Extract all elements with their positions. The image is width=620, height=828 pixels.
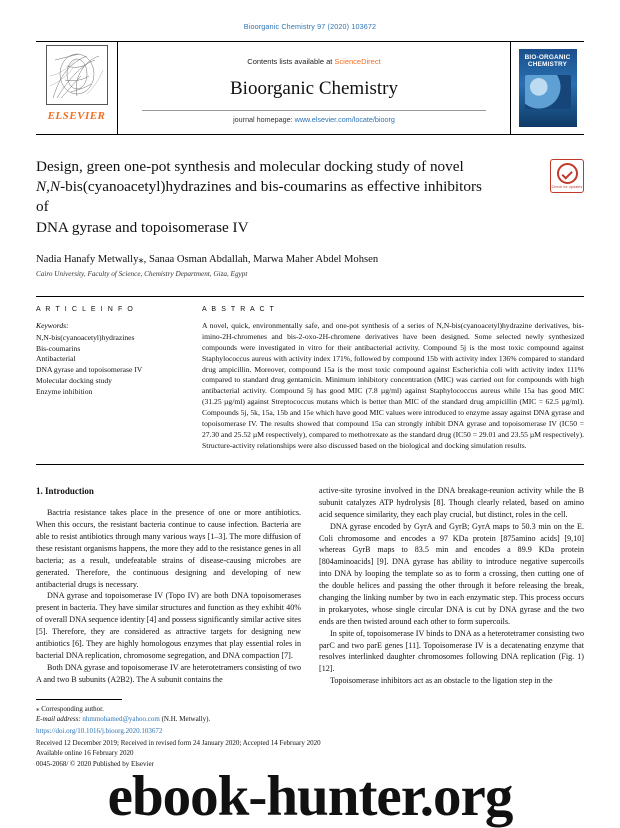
body-column-left: [36, 485, 301, 687]
article-info-heading: A R T I C L E I N F O: [36, 305, 135, 313]
copyright-line: 0045-2068/ © 2020 Published by Elsevier: [36, 759, 154, 768]
homepage-prefix: journal homepage:: [233, 114, 295, 124]
keyword-item: Molecular docking study: [36, 376, 112, 385]
contents-available-line: [247, 57, 380, 66]
email-link[interactable]: nhmmohamed@yahoo.com: [82, 714, 160, 723]
sciencedirect-link[interactable]: ScienceDirect: [334, 56, 381, 66]
keyword-item: Antibacterial: [36, 354, 76, 364]
email-label: E-mail address:: [36, 714, 81, 723]
watermark-text: ebook-hunter.org: [107, 765, 513, 828]
received-history: Received 12 December 2019; Received in revised form 24 January 2020; Accepted 14 February 2020: [36, 738, 321, 747]
affiliation: Cairo University, Faculty of Science, Chemistry Department, Giza, Egypt: [36, 269, 248, 278]
available-online: Available online 16 February 2020: [36, 749, 134, 757]
email-note: [36, 714, 301, 724]
section-heading-introduction: 1. Introduction: [36, 485, 94, 496]
article-footer: [36, 726, 456, 769]
homepage-link[interactable]: www.elsevier.com/locate/bioorg: [294, 114, 395, 124]
keywords-list: [36, 333, 178, 398]
abstract-heading: A B S T R A C T: [202, 305, 276, 313]
corresponding-author-note: ⁎ Corresponding author.: [36, 704, 104, 713]
crossmark-badge[interactable]: [550, 159, 584, 193]
elsevier-wordmark: ELSEVIER: [47, 110, 106, 122]
publisher-block: [36, 42, 118, 134]
cover-artwork: [525, 75, 571, 109]
elsevier-tree-icon: [46, 45, 108, 105]
body-columns: [36, 485, 584, 687]
paragraph: active-site tyrosine involved in the DNA breakage-reunion activity while the B subunit catalyzes ATP hydrolysis [8]. Though clearly related, based on amino acid sequence similarity, they each play crucial, but distinct, roles in the cell.: [319, 485, 584, 519]
article-info-column: [36, 306, 190, 452]
crossmark-label: Check for updates: [551, 185, 583, 190]
journal-cover-image: [519, 49, 577, 127]
keywords-label: Keywords:: [36, 320, 69, 330]
title-line-1: Design, green one-pot synthesis and molecular docking study of novel: [36, 158, 464, 175]
cover-title: BIO-ORGANIC CHEMISTRY: [524, 54, 571, 69]
keyword-item: Enzyme inhibition: [36, 386, 93, 396]
paragraph: DNA gyrase and topoisomerase IV (Topo IV) are both DNA topoisomerases present in bacteria. They have similar structures and function as they exhibit 40% of overall DNA sequence identity [4] and possess significantly similar active sites [5]. Therefore, they are considered as attractive targets for designing new antibiotics [6]. They are highly homologous enzymes that play essential roles in bacterial DNA replication, chromosome segregation, and DNA compaction [7].: [36, 591, 302, 660]
title-line-2-rest: -bis(cyanoacetyl)hydrazines and bis-coumarins as effective inhibitors of: [36, 178, 482, 216]
title-line-2-italic: N,N: [36, 178, 61, 196]
info-abstract-section: [36, 296, 584, 465]
paragraph: Bactria resistance takes place in the presence of one or more antibiotics. When this occurs, the resistant bacteria continue to cause infection. Bacteria are able to resist antibiotics through many various ways [1–3]. The more diffusion of these resistant organisms happens, the more they add to the resistance genes in all bacteria; as a result, undefeatable strains of disease-causing microbes are generated. Therefore, the continuous designing and developing of new antibacterial drugs is necessary.: [36, 508, 301, 589]
doi-link[interactable]: https://doi.org/10.1016/j.bioorg.2020.103672: [36, 727, 163, 735]
email-suffix: (N.H. Metwally).: [159, 714, 211, 723]
journal-reference: Bioorganic Chemistry 97 (2020) 103672: [243, 22, 377, 31]
journal-masthead: [36, 41, 584, 135]
journal-cover-block: [510, 42, 584, 134]
footnote-divider: [36, 699, 122, 700]
body-column-right: [319, 485, 584, 687]
journal-title: Bioorganic Chemistry: [230, 77, 398, 99]
page-title: [36, 157, 488, 238]
abstract-text: A novel, quick, environmentally safe, and one-pot synthesis of a series of N,N-bis(cyanoacetyl)hydrazine derivatives, bis-imino-2H-chromenes and bis-2-oxo-2H-chromene derivatives have been designed. Some selected newly synthesized compounds were investigated in vitro for their antibacterial activity. Compound 5j is the most toxic compound against Staphylococcus aureus with activity index 171%, followed by compound 15b with activity index 136% compared to standard drug ampicillin. Moreover, compound 15a is the most toxic compound against Escherichia coli with activity index 111% compared to standard drug gentamicin. Minimum inhibitory concentration (MIC) was carried out for compounds with high antibacterial activity. Compound 5j has good MIC (7.8 µg/ml) against Staphylococcus aureus while 15a has good MIC (31.25 µg/ml) against Streptococcus mutans which is better than MIC of the standard drug ampicillin (MIC = 62.5 µg/ml). Compounds 5j, 5k, 15a, 15b and 15e which have good MIC values were introduced to enzyme assay against DNA gyrase and topoisomerase IV. The results showed that compound 15a can strongly inhibit DNA gyrase and topoisomerase IV (IC50 = 27.30 and 25.52 µM respectively), compared to methotrexate as the standard drug (IC50 = 29.01 and 23.55 µM respectively). Structure-activity relationships were also discussed based on the biological and docking simulation results.: [202, 320, 584, 451]
journal-center-block: [118, 42, 510, 134]
keyword-item: Bis-coumarins: [36, 343, 81, 353]
paragraph: In spite of, topoisomerase IV binds to DNA as a heterotetramer consisting two parC and two parE genes [11]. Topoisomerase IV is a decatenating enzyme that resolves interlinked daughter chromosomes following DNA replication (Fig. 1) [12].: [319, 628, 584, 674]
title-block: [36, 157, 584, 278]
keyword-item: DNA gyrase and topoisomerase IV: [36, 365, 143, 375]
paragraph: Both DNA gyrase and topoisomerase IV are heterotetramers consisting of two A and two B subunits (A2B2). The A subunit contains the: [36, 662, 301, 684]
paragraph: Topoisomerase inhibitors act as an obstacle to the ligation step in the: [330, 676, 553, 686]
title-line-3: DNA gyrase and topoisomerase IV: [36, 218, 249, 236]
abstract-column: [190, 306, 584, 452]
paragraph: DNA gyrase encoded by GyrA and GyrB; GyrA maps to 50.3 min on the E. Coli chromosome and encodes a 97 KDa protein [875amino acids] [9,10] whereas GyrB maps to 83.5 min and encodes a 89.9 KDa protein [804aminoacids] [9]. DNA gyrase has ability to introduce negative supercoils into DNA by looping the template so as to form a crossing, then cutting one of the double helices and passing the other through it before releasing the break, changing the linking number by two in each enzymatic step. This process occurs in prokaryotes, whose single circular DNA is cut by DNA gyrase and the two ends are then twisted around each other to form supercoils.: [319, 521, 584, 626]
author-list: Nadia Hanafy Metwally⁎, Sanaa Osman Abdallah, Marwa Maher Abdel Mohsen: [36, 253, 379, 265]
contents-prefix: Contents lists available at: [247, 56, 335, 66]
footnotes: [36, 699, 301, 724]
keyword-item: N,N-bis(cyanoacetyl)hydrazines: [36, 332, 135, 342]
check-icon: [557, 163, 578, 184]
journal-homepage-line: [142, 110, 487, 124]
